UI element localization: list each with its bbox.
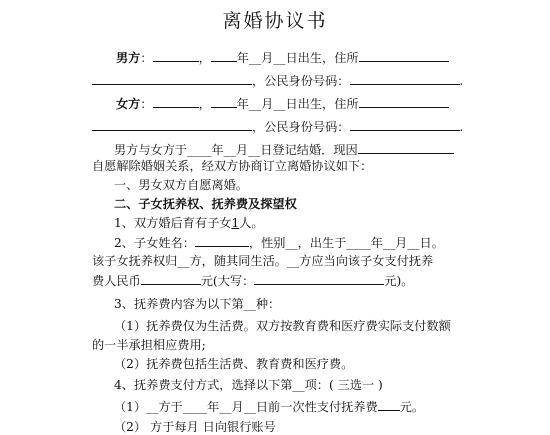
- item-2-line-1: 2、子女姓名： ，性别__，出生于____年__月__日。: [114, 236, 444, 250]
- husband-address-cont-blank: [92, 72, 252, 85]
- wife-id-blank: [350, 118, 460, 131]
- wife-ethnicity-blank: [211, 95, 237, 108]
- item-4-option-2: （2） 方于每月 日向银行账号: [114, 420, 276, 434]
- section-2-heading: 二、子女抚养权、抚养费及探望权: [114, 197, 297, 211]
- item-2-line-2: 该子女抚养权归__方，随其同生活。__方应当向该子女支付抚养: [92, 254, 434, 268]
- wife-name-blank: [153, 95, 199, 108]
- item-2-line-3: 费人民币 元(大写： 元)。: [92, 274, 414, 288]
- wife-address-blank: [359, 95, 449, 108]
- section-1: 一、男女双方自愿离婚。: [114, 178, 249, 192]
- marriage-line-2: 自愿解除婚姻关系，经双方协商订立离婚协议如下：: [92, 159, 373, 173]
- husband-name-blank: [153, 49, 199, 62]
- wife-line-2: ，公民身份号码： .: [92, 118, 463, 135]
- wife-label: 女方: [116, 97, 141, 111]
- item-4-option-1: （1）__方于____年__月__日前一次性支付抚养费 元。: [114, 400, 425, 414]
- husband-id-blank: [350, 72, 460, 85]
- item-4: 4、抚养费支付方式，选择以下第__项：( 三选一 ): [114, 378, 383, 392]
- child-name-blank: [195, 234, 249, 247]
- husband-ethnicity-blank: [211, 49, 237, 62]
- wife-line-1: 女方： ， 年__月__日出生，住所: [116, 95, 449, 112]
- support-amount-words-blank: [254, 272, 384, 285]
- item-3-option-1-line-1: （1）抚养费仅为生活费。双方按教育费和医疗费实际支付数额: [114, 319, 451, 333]
- husband-line-1: 男方： ， 年__月__日出生，住所: [116, 49, 449, 66]
- husband-label: 男方: [116, 51, 141, 65]
- item-3-option-2: （2）抚养费包括生活费、教育费和医疗费。: [114, 357, 354, 371]
- wife-address-cont-blank: [92, 118, 252, 131]
- marriage-line-1: 男方与女方于____年__月__日登记结婚．现因: [114, 141, 454, 158]
- husband-line-2: ，公民身份号码： .: [92, 72, 463, 89]
- husband-address-blank: [359, 49, 449, 62]
- item-1: 1、双方婚后育有子女1人。: [114, 216, 264, 230]
- reason-blank: [358, 141, 454, 154]
- document-title: 离婚协议书: [222, 10, 328, 32]
- lump-sum-blank: [378, 398, 400, 411]
- support-amount-blank: [141, 272, 201, 285]
- item-3: 3、抚养费内容为以下第__种：: [114, 297, 281, 311]
- item-3-option-1-line-2: 的一半承担相应费用;: [92, 338, 206, 352]
